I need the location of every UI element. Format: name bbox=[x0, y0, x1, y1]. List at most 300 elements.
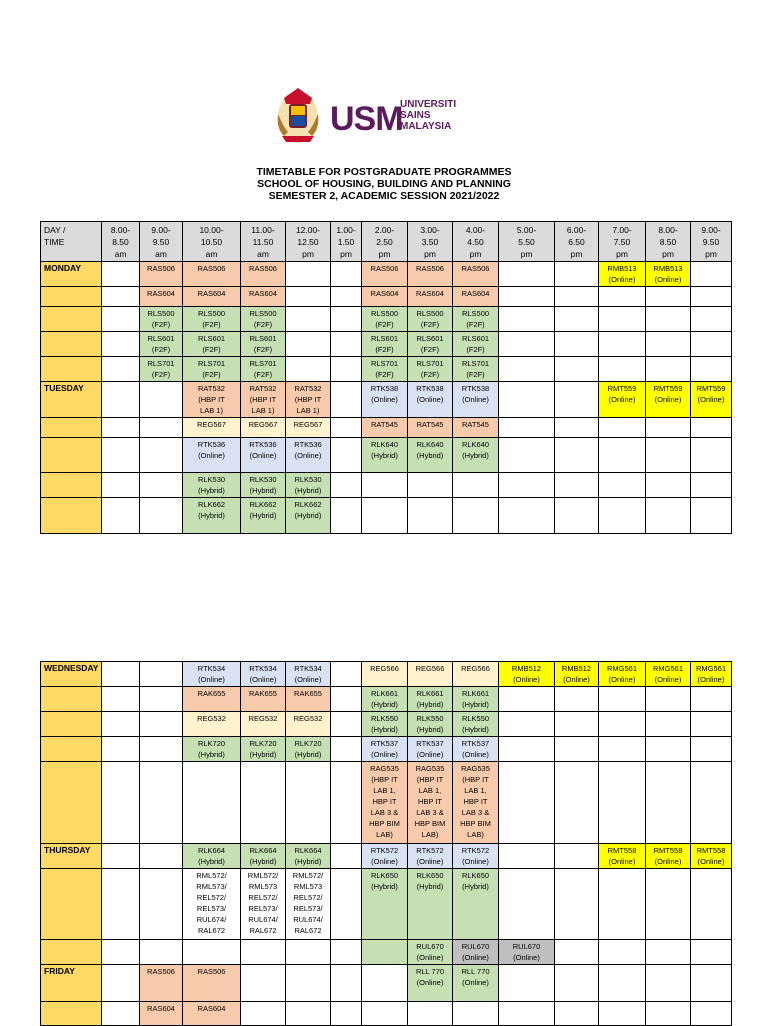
empty-cell bbox=[555, 418, 599, 438]
time-slot-header: 10.00- 10.50 am bbox=[183, 222, 241, 262]
day-cell bbox=[41, 357, 102, 382]
timetable-row bbox=[41, 438, 732, 473]
empty-cell bbox=[499, 438, 555, 473]
day-cell bbox=[41, 940, 102, 965]
empty-cell bbox=[331, 1002, 362, 1026]
empty-cell bbox=[599, 473, 646, 498]
empty-cell bbox=[691, 473, 732, 498]
timetable-row bbox=[41, 762, 732, 844]
empty-cell bbox=[599, 287, 646, 307]
empty-cell bbox=[499, 498, 555, 534]
course-cell: RLK661 (Hybrid) bbox=[408, 687, 453, 712]
usm-wordmark bbox=[330, 100, 403, 138]
day-cell bbox=[41, 762, 102, 844]
empty-cell bbox=[499, 307, 555, 332]
course-cell: RLS500 (F2F) bbox=[362, 307, 408, 332]
timetable-row bbox=[41, 712, 732, 737]
empty-cell bbox=[646, 712, 691, 737]
empty-cell bbox=[140, 940, 183, 965]
course-cell: RTK538 (Online) bbox=[453, 382, 499, 418]
empty-cell bbox=[646, 498, 691, 534]
course-cell: RML572/ RML573 REL572/ REL573/ RUL674/ RAL672 bbox=[241, 869, 286, 940]
timetable-row bbox=[41, 382, 732, 418]
svg-text:MALAYSIA: MALAYSIA bbox=[400, 121, 452, 132]
course-cell: REG566 bbox=[362, 662, 408, 687]
time-slot-header: 1.00- 1.50 pm bbox=[331, 222, 362, 262]
course-cell: RAS506 bbox=[140, 965, 183, 1002]
empty-cell bbox=[599, 1002, 646, 1026]
empty-cell bbox=[646, 307, 691, 332]
empty-cell bbox=[241, 762, 286, 844]
empty-cell bbox=[555, 307, 599, 332]
empty-cell bbox=[102, 712, 140, 737]
empty-cell bbox=[555, 762, 599, 844]
empty-cell bbox=[499, 1002, 555, 1026]
empty-cell bbox=[241, 940, 286, 965]
empty-cell bbox=[555, 965, 599, 1002]
empty-cell bbox=[646, 418, 691, 438]
empty-cell bbox=[241, 1002, 286, 1026]
empty-cell bbox=[331, 287, 362, 307]
course-cell: RLK640 (Hybrid) bbox=[362, 438, 408, 473]
empty-cell bbox=[691, 965, 732, 1002]
course-cell: RLS500 (F2F) bbox=[241, 307, 286, 332]
empty-cell bbox=[599, 438, 646, 473]
course-cell: REG567 bbox=[241, 418, 286, 438]
empty-cell bbox=[331, 262, 362, 287]
empty-cell bbox=[286, 262, 331, 287]
empty-cell bbox=[599, 940, 646, 965]
course-cell: RAS506 bbox=[183, 965, 241, 1002]
course-cell: RTK534 (Online) bbox=[241, 662, 286, 687]
time-slot-header: 5.00- 5.50 pm bbox=[499, 222, 555, 262]
empty-cell bbox=[555, 712, 599, 737]
course-cell: RLK550 (Hybrid) bbox=[453, 712, 499, 737]
course-cell: RLK650 (Hybrid) bbox=[362, 869, 408, 940]
course-cell: RAS604 bbox=[408, 287, 453, 307]
empty-cell bbox=[286, 965, 331, 1002]
day-cell bbox=[41, 687, 102, 712]
empty-cell bbox=[331, 762, 362, 844]
empty-cell bbox=[140, 712, 183, 737]
empty-cell bbox=[499, 844, 555, 869]
course-cell: RML572/ RML573 REL572/ REL573/ RUL674/ RAL672 bbox=[286, 869, 331, 940]
empty-cell bbox=[646, 438, 691, 473]
empty-cell bbox=[102, 1002, 140, 1026]
empty-cell bbox=[331, 473, 362, 498]
empty-cell bbox=[599, 687, 646, 712]
course-cell: RLK720 (Hybrid) bbox=[286, 737, 331, 762]
timetable-row bbox=[41, 332, 732, 357]
empty-cell bbox=[599, 965, 646, 1002]
empty-cell bbox=[102, 382, 140, 418]
crest-icon bbox=[278, 88, 319, 143]
course-cell: REG532 bbox=[183, 712, 241, 737]
course-cell: RLK640 (Hybrid) bbox=[408, 438, 453, 473]
timetable-row bbox=[41, 662, 732, 687]
empty-cell bbox=[555, 869, 599, 940]
timetable-row bbox=[41, 287, 732, 307]
empty-cell bbox=[331, 438, 362, 473]
empty-cell bbox=[331, 307, 362, 332]
course-cell: RTK538 (Online) bbox=[362, 382, 408, 418]
empty-cell bbox=[140, 687, 183, 712]
course-cell: RAS604 bbox=[183, 1002, 241, 1026]
course-cell: RML572/ RML573/ REL572/ REL573/ RUL674/ RAL672 bbox=[183, 869, 241, 940]
empty-cell bbox=[286, 307, 331, 332]
timetable-week-part-2 bbox=[40, 661, 732, 1026]
course-cell: RAT545 bbox=[362, 418, 408, 438]
course-cell: RMG561 (Online) bbox=[599, 662, 646, 687]
course-cell: RLL 770 (Online) bbox=[408, 965, 453, 1002]
time-slot-header: 9.00- 9.50 am bbox=[140, 222, 183, 262]
course-cell: RLS701 (F2F) bbox=[241, 357, 286, 382]
course-cell: RUL670 (Online) bbox=[408, 940, 453, 965]
empty-cell bbox=[691, 287, 732, 307]
svg-text:USM: USM bbox=[330, 100, 403, 138]
course-cell: RLS601 (F2F) bbox=[183, 332, 241, 357]
empty-cell bbox=[691, 332, 732, 357]
course-cell: RLS601 (F2F) bbox=[241, 332, 286, 357]
timetable-row bbox=[41, 940, 732, 965]
title-line-1: TIMETABLE FOR POSTGRADUATE PROGRAMMES bbox=[256, 166, 512, 178]
empty-cell bbox=[499, 262, 555, 287]
course-cell: RLK650 (Hybrid) bbox=[453, 869, 499, 940]
empty-cell bbox=[646, 332, 691, 357]
empty-cell bbox=[555, 1002, 599, 1026]
empty-cell bbox=[453, 1002, 499, 1026]
course-cell: RTK537 (Online) bbox=[453, 737, 499, 762]
empty-cell bbox=[646, 940, 691, 965]
timetable-row bbox=[41, 844, 732, 869]
empty-cell bbox=[102, 687, 140, 712]
course-cell: RLK720 (Hybrid) bbox=[241, 737, 286, 762]
empty-cell bbox=[499, 287, 555, 307]
empty-cell bbox=[286, 287, 331, 307]
empty-cell bbox=[646, 965, 691, 1002]
course-cell: RMT559 (Online) bbox=[599, 382, 646, 418]
course-cell: RTK538 (Online) bbox=[408, 382, 453, 418]
course-cell: RLK661 (Hybrid) bbox=[362, 687, 408, 712]
empty-cell bbox=[408, 473, 453, 498]
empty-cell bbox=[691, 357, 732, 382]
empty-cell bbox=[140, 762, 183, 844]
course-cell: RLK530 (Hybrid) bbox=[286, 473, 331, 498]
empty-cell bbox=[140, 869, 183, 940]
empty-cell bbox=[183, 940, 241, 965]
empty-cell bbox=[140, 844, 183, 869]
empty-cell bbox=[102, 869, 140, 940]
time-slot-header: 8.00- 8.50 am bbox=[102, 222, 140, 262]
empty-cell bbox=[331, 844, 362, 869]
empty-cell bbox=[286, 940, 331, 965]
empty-cell bbox=[499, 382, 555, 418]
empty-cell bbox=[646, 1002, 691, 1026]
course-cell: RAT532 (HBP IT LAB 1) bbox=[241, 382, 286, 418]
course-cell: RAS604 bbox=[362, 287, 408, 307]
empty-cell bbox=[691, 262, 732, 287]
day-cell bbox=[41, 712, 102, 737]
empty-cell bbox=[646, 869, 691, 940]
timetable-row bbox=[41, 737, 732, 762]
svg-text:SAINS: SAINS bbox=[400, 110, 431, 121]
empty-cell bbox=[362, 498, 408, 534]
course-cell: RLK662 (Hybrid) bbox=[241, 498, 286, 534]
course-cell: RAS506 bbox=[408, 262, 453, 287]
course-cell: RLK664 (Hybrid) bbox=[241, 844, 286, 869]
course-cell: RLS701 (F2F) bbox=[362, 357, 408, 382]
timetable-row bbox=[41, 262, 732, 287]
empty-cell bbox=[286, 332, 331, 357]
empty-cell bbox=[140, 498, 183, 534]
empty-cell bbox=[555, 357, 599, 382]
empty-cell bbox=[102, 498, 140, 534]
course-cell: RLK650 (Hybrid) bbox=[408, 869, 453, 940]
empty-cell bbox=[331, 382, 362, 418]
empty-cell bbox=[646, 737, 691, 762]
course-cell: RMG561 (Online) bbox=[691, 662, 732, 687]
empty-cell bbox=[102, 965, 140, 1002]
empty-cell bbox=[102, 357, 140, 382]
empty-cell bbox=[331, 662, 362, 687]
course-cell: RMB512 (Online) bbox=[499, 662, 555, 687]
course-cell: RTK572 (Online) bbox=[453, 844, 499, 869]
empty-cell bbox=[286, 357, 331, 382]
header-row bbox=[41, 222, 732, 262]
empty-cell bbox=[691, 762, 732, 844]
empty-cell bbox=[691, 1002, 732, 1026]
course-cell: RLS601 (F2F) bbox=[453, 332, 499, 357]
empty-cell bbox=[102, 332, 140, 357]
course-cell: RAK655 bbox=[241, 687, 286, 712]
timetable-row bbox=[41, 418, 732, 438]
empty-cell bbox=[499, 418, 555, 438]
timetable-row bbox=[41, 498, 732, 534]
empty-cell bbox=[555, 262, 599, 287]
course-cell: RLS601 (F2F) bbox=[140, 332, 183, 357]
course-cell: RLS701 (F2F) bbox=[453, 357, 499, 382]
empty-cell bbox=[408, 498, 453, 534]
empty-cell bbox=[140, 438, 183, 473]
empty-cell bbox=[140, 382, 183, 418]
course-cell: RLL 770 (Online) bbox=[453, 965, 499, 1002]
empty-cell bbox=[102, 307, 140, 332]
day-cell bbox=[41, 473, 102, 498]
course-cell: RAG535 (HBP IT LAB 1, HBP IT LAB 3 & HBP BIM LAB) bbox=[408, 762, 453, 844]
day-cell bbox=[41, 438, 102, 473]
course-cell: RLS701 (F2F) bbox=[183, 357, 241, 382]
day-cell bbox=[41, 287, 102, 307]
course-cell: RMB513 (Online) bbox=[599, 262, 646, 287]
empty-cell bbox=[140, 473, 183, 498]
timetable-row bbox=[41, 687, 732, 712]
course-cell: RMT558 (Online) bbox=[599, 844, 646, 869]
course-cell: RAS506 bbox=[183, 262, 241, 287]
empty-cell bbox=[362, 1002, 408, 1026]
empty-cell bbox=[646, 687, 691, 712]
course-cell: RAS604 bbox=[453, 287, 499, 307]
course-cell: RLK530 (Hybrid) bbox=[183, 473, 241, 498]
course-cell: RMT558 (Online) bbox=[646, 844, 691, 869]
course-cell: RMB513 (Online) bbox=[646, 262, 691, 287]
empty-cell bbox=[499, 687, 555, 712]
time-slot-header: 2.00- 2.50 pm bbox=[362, 222, 408, 262]
course-cell: RTK572 (Online) bbox=[408, 844, 453, 869]
empty-cell bbox=[241, 965, 286, 1002]
empty-cell bbox=[140, 662, 183, 687]
course-cell: RAS604 bbox=[140, 287, 183, 307]
course-cell: RAT532 (HBP IT LAB 1) bbox=[286, 382, 331, 418]
empty-cell bbox=[599, 737, 646, 762]
empty-cell bbox=[499, 357, 555, 382]
empty-cell bbox=[555, 498, 599, 534]
empty-cell bbox=[331, 712, 362, 737]
time-slot-header: 9.00- 9.50 pm bbox=[691, 222, 732, 262]
empty-cell bbox=[499, 869, 555, 940]
empty-cell bbox=[140, 737, 183, 762]
day-label-tuesday: TUESDAY bbox=[41, 382, 102, 418]
empty-cell bbox=[691, 737, 732, 762]
empty-cell bbox=[102, 662, 140, 687]
time-slot-header: 4.00- 4.50 pm bbox=[453, 222, 499, 262]
empty-cell bbox=[646, 287, 691, 307]
course-cell: REG566 bbox=[453, 662, 499, 687]
empty-cell bbox=[555, 382, 599, 418]
day-label-monday: MONDAY bbox=[41, 262, 102, 287]
timetable-row bbox=[41, 965, 732, 1002]
course-cell: RMT559 (Online) bbox=[691, 382, 732, 418]
usm-logo bbox=[274, 84, 457, 148]
course-cell: RLS701 (F2F) bbox=[140, 357, 183, 382]
empty-cell bbox=[691, 869, 732, 940]
empty-cell bbox=[453, 473, 499, 498]
empty-cell bbox=[102, 737, 140, 762]
empty-cell bbox=[102, 438, 140, 473]
empty-cell bbox=[140, 418, 183, 438]
empty-cell bbox=[102, 262, 140, 287]
empty-cell bbox=[499, 737, 555, 762]
empty-cell bbox=[555, 473, 599, 498]
course-cell: RLS500 (F2F) bbox=[140, 307, 183, 332]
course-cell: RTK536 (Online) bbox=[241, 438, 286, 473]
course-cell: RAS604 bbox=[241, 287, 286, 307]
course-cell: RAT532 (HBP IT LAB 1) bbox=[183, 382, 241, 418]
course-cell: RLS500 (F2F) bbox=[453, 307, 499, 332]
empty-cell bbox=[286, 1002, 331, 1026]
empty-cell bbox=[102, 844, 140, 869]
empty-cell bbox=[599, 869, 646, 940]
empty-cell bbox=[331, 940, 362, 965]
course-cell: RAS506 bbox=[362, 262, 408, 287]
empty-cell bbox=[691, 418, 732, 438]
course-cell: RAG535 (HBP IT LAB 1, HBP IT LAB 3 & HBP BIM LAB) bbox=[362, 762, 408, 844]
empty-cell bbox=[102, 762, 140, 844]
day-cell bbox=[41, 498, 102, 534]
course-cell: RMT559 (Online) bbox=[646, 382, 691, 418]
empty-cell bbox=[599, 498, 646, 534]
day-cell bbox=[41, 332, 102, 357]
course-cell: REG532 bbox=[286, 712, 331, 737]
course-cell: RAS506 bbox=[140, 262, 183, 287]
empty-cell bbox=[555, 737, 599, 762]
course-cell: RAT545 bbox=[453, 418, 499, 438]
course-cell: RLS500 (F2F) bbox=[183, 307, 241, 332]
empty-cell bbox=[453, 498, 499, 534]
course-cell: REG567 bbox=[183, 418, 241, 438]
course-cell: RAK655 bbox=[183, 687, 241, 712]
course-cell: RUL670 (Online) bbox=[499, 940, 555, 965]
timetable-row bbox=[41, 357, 732, 382]
timetable-row bbox=[41, 307, 732, 332]
course-cell: RMB512 (Online) bbox=[555, 662, 599, 687]
day-label-thursday: THURSDAY bbox=[41, 844, 102, 869]
empty-cell bbox=[646, 762, 691, 844]
empty-cell bbox=[555, 332, 599, 357]
empty-cell bbox=[102, 473, 140, 498]
empty-cell bbox=[499, 473, 555, 498]
course-cell: RTK534 (Online) bbox=[286, 662, 331, 687]
timetable-row bbox=[41, 1002, 732, 1026]
empty-cell bbox=[331, 687, 362, 712]
time-slot-header: 7.00- 7.50 pm bbox=[599, 222, 646, 262]
timetable-row bbox=[41, 473, 732, 498]
day-cell bbox=[41, 307, 102, 332]
empty-cell bbox=[331, 737, 362, 762]
course-cell: REG566 bbox=[408, 662, 453, 687]
course-cell: RLK662 (Hybrid) bbox=[183, 498, 241, 534]
empty-cell bbox=[555, 287, 599, 307]
course-cell: RUL670 (Online) bbox=[453, 940, 499, 965]
empty-cell bbox=[646, 357, 691, 382]
course-cell: RTK537 (Online) bbox=[362, 737, 408, 762]
empty-cell bbox=[599, 307, 646, 332]
empty-cell bbox=[362, 473, 408, 498]
empty-cell bbox=[691, 940, 732, 965]
day-label-wednesday: WEDNESDAY bbox=[41, 662, 102, 687]
course-cell: REG567 bbox=[286, 418, 331, 438]
empty-cell bbox=[331, 965, 362, 1002]
course-cell: RAT545 bbox=[408, 418, 453, 438]
empty-cell bbox=[331, 869, 362, 940]
empty-cell bbox=[555, 940, 599, 965]
course-cell: RLS601 (F2F) bbox=[362, 332, 408, 357]
course-cell: RLK550 (Hybrid) bbox=[362, 712, 408, 737]
day-cell bbox=[41, 1002, 102, 1026]
course-cell: RAS604 bbox=[183, 287, 241, 307]
course-cell: REG532 bbox=[241, 712, 286, 737]
empty-cell bbox=[599, 357, 646, 382]
day-cell bbox=[41, 869, 102, 940]
empty-cell bbox=[331, 357, 362, 382]
course-cell: RAS506 bbox=[453, 262, 499, 287]
course-cell: RAG535 (HBP IT LAB 1, HBP IT LAB 3 & HBP BIM LAB) bbox=[453, 762, 499, 844]
empty-cell bbox=[691, 712, 732, 737]
course-cell: RAS506 bbox=[241, 262, 286, 287]
timetable-row bbox=[41, 869, 732, 940]
title-line-3: SEMESTER 2, ACADEMIC SESSION 2021/2022 bbox=[268, 190, 500, 202]
time-slot-header: 11.00- 11.50 am bbox=[241, 222, 286, 262]
course-cell: RMG561 (Online) bbox=[646, 662, 691, 687]
course-cell: RAK655 bbox=[286, 687, 331, 712]
empty-cell bbox=[555, 438, 599, 473]
course-cell: RLS701 (F2F) bbox=[408, 357, 453, 382]
day-label-friday: FRIDAY bbox=[41, 965, 102, 1002]
course-cell: RLS500 (F2F) bbox=[408, 307, 453, 332]
day-cell bbox=[41, 418, 102, 438]
course-cell: RLS601 (F2F) bbox=[408, 332, 453, 357]
course-cell: RLK720 (Hybrid) bbox=[183, 737, 241, 762]
empty-cell bbox=[102, 287, 140, 307]
